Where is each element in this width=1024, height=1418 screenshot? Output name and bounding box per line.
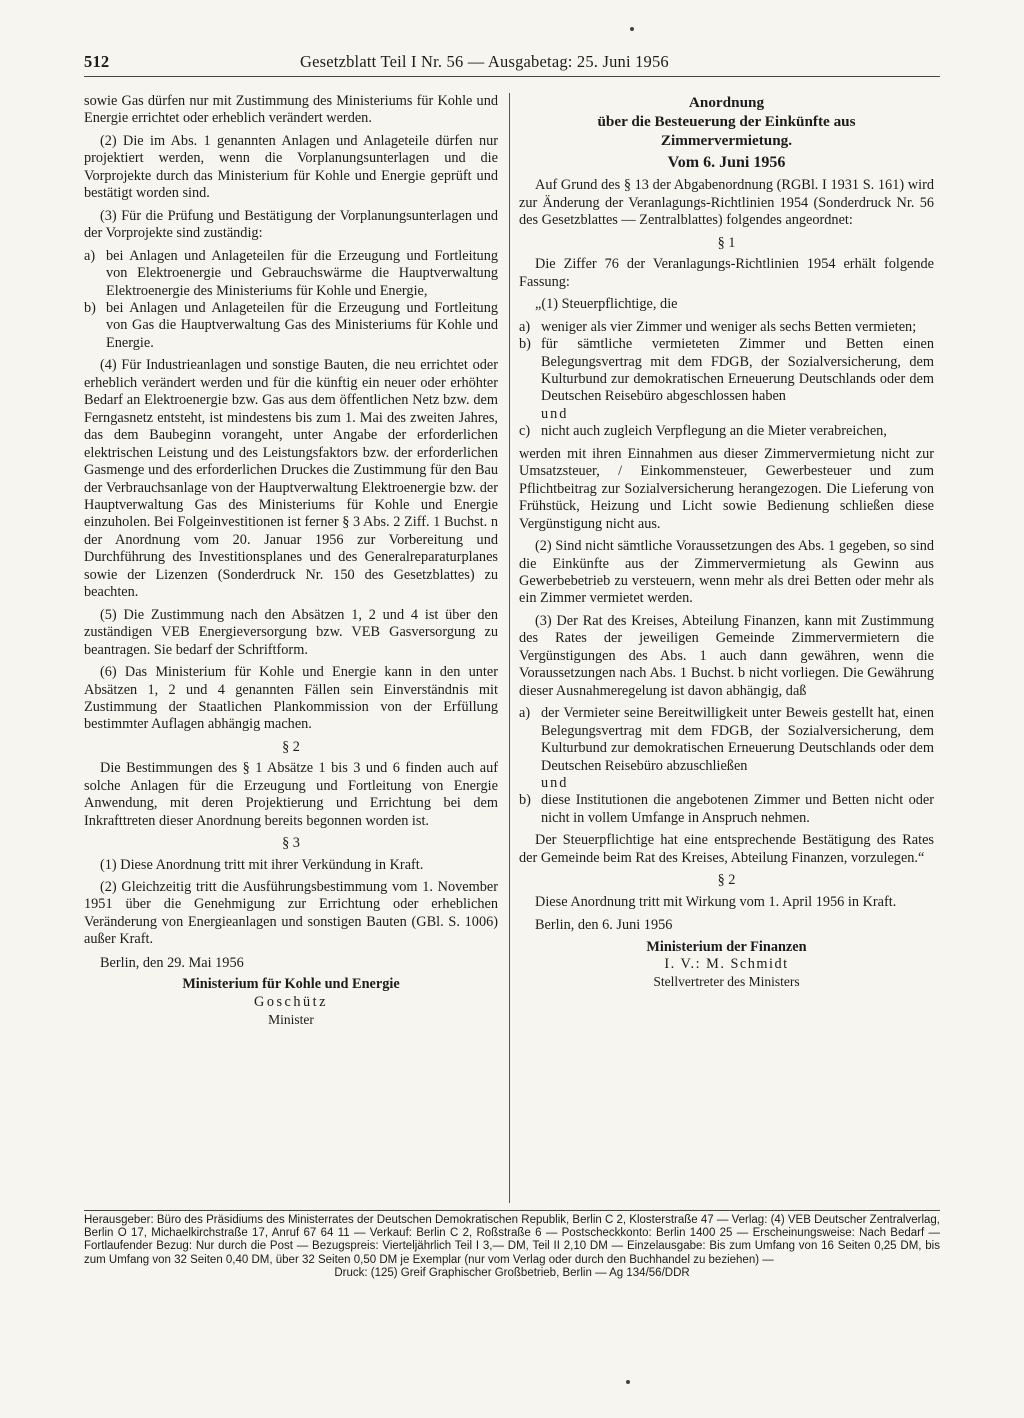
list-text: bei Anlagen und Anlageteilen für die Erzeugung und Fortleitung von Elektroenergie und Gebrauchswärme die Hauptverwaltung Elektroenergie des Ministeriums für Kohle und Energie, bbox=[106, 247, 498, 299]
page-header bbox=[84, 52, 940, 74]
print-dot bbox=[630, 27, 634, 31]
paragraph: (1) Diese Anordnung tritt mit ihrer Verkündung in Kraft. bbox=[100, 856, 424, 873]
page-number: 512 bbox=[84, 52, 110, 71]
imprint bbox=[84, 1214, 940, 1280]
place-date: Berlin, den 29. Mai 1956 bbox=[100, 954, 244, 971]
list-item bbox=[519, 792, 934, 827]
list-text: der Vermieter seine Bereitwilligkeit unter Beweis gestellt hat, einen Belegungsvertrag mit dem FDGB, der Sozialversicherung, dem Kulturbund zur demokratischen Erneuerung Deutschlands oder dem Deutschen Reisebüro abzuschließen bbox=[541, 705, 934, 774]
list-label: a) bbox=[84, 247, 96, 264]
conjunction: und bbox=[541, 774, 569, 791]
paragraph: sowie Gas dürfen nur mit Zustimmung des Ministeriums für Kohle und Energie errichtet oder erheblich verändert werden. bbox=[84, 93, 498, 127]
print-dot bbox=[626, 1380, 630, 1384]
paragraph: (2) Gleichzeitig tritt die Ausführungsbestimmung vom 1. November 1951 über die Genehmigung zur Errichtung oder erheblichen Veränderung von Energieanlagen und sonstigen Bauten (GBl. S. 1006) außer Kraft. bbox=[84, 879, 498, 948]
list-item bbox=[519, 423, 934, 440]
section-heading: § 2 bbox=[282, 738, 300, 755]
section-heading: § 1 bbox=[717, 234, 736, 251]
signatory-role: Minister bbox=[268, 1012, 314, 1028]
document-date: Vom 6. Juni 1956 bbox=[667, 154, 786, 171]
footer-rule bbox=[84, 1210, 940, 1211]
signatory-role: Stellvertreter des Ministers bbox=[653, 974, 800, 990]
section-heading: § 2 bbox=[717, 872, 736, 889]
list-label: a) bbox=[519, 318, 531, 335]
conjunction: und bbox=[541, 405, 569, 422]
list-label: a) bbox=[519, 705, 531, 722]
list-text: diese Institutionen die angebotenen Zimmer und Betten nicht oder nicht in vollem Umfange in Anspruch nehmen. bbox=[541, 792, 934, 826]
paragraph: (5) Die Zustimmung nach den Absätzen 1, 2 und 4 ist über den zuständigen VEB Energieversorgung bzw. VEB Gasversorgung zu beantragen. Sie bedarf der Schriftform. bbox=[84, 606, 498, 658]
signing-ministry: Ministerium der Finanzen bbox=[646, 938, 807, 955]
right-column bbox=[519, 93, 934, 991]
header-rule bbox=[84, 76, 940, 77]
paragraph: (6) Das Ministerium für Kohle und Energie kann in den unter Absätzen 1, 2 und 4 genannten Fällen sein Einverständnis mit Zustimmung der Staatlichen Plankommission von der Erfüllung bestimmter Auflagen abhängig machen. bbox=[84, 664, 498, 733]
list-text: nicht auch zugleich Verpflegung an die Mieter verabreichen, bbox=[541, 423, 887, 440]
paragraph: (3) Für die Prüfung und Bestätigung der Vorplanungsunterlagen und der Vorprojekte sind zuständig: bbox=[84, 207, 498, 242]
list-label: b) bbox=[84, 299, 96, 316]
signatory-name: I. V.: M. Schmidt bbox=[664, 956, 789, 973]
signing-ministry: Ministerium für Kohle und Energie bbox=[182, 976, 400, 993]
place-date: Berlin, den 6. Juni 1956 bbox=[535, 917, 673, 934]
paragraph: Diese Anordnung tritt mit Wirkung vom 1. April 1956 in Kraft. bbox=[535, 893, 897, 910]
signatory-name: Goschütz bbox=[254, 993, 328, 1010]
list-text: bei Anlagen und Anlageteilen für die Erzeugung und Fortleitung von Gas die Hauptverwaltung Gas des Ministeriums für Kohle und Energie. bbox=[106, 299, 498, 351]
paragraph: (4) Für Industrieanlagen und sonstige Bauten, die neu errichtet oder erheblich verändert werden und für die künftig ein neuer oder erhöhter Bedarf an Elektroenergie bzw. Gas aus dem öffentlichen Netz bzw. dem Ferngasnetz entsteht, ist mindestens bis zum 1. Mai des zweiten Jahres, das dem Baubeginn vorangeht, unter Angabe der erforderlichen elektrischen Leistung und des Leistungsfaktors bzw. der erforderlichen Gasmenge und des erforderlichen Druckes die Zustimmung für den Bau der Verbrauchsanlage von der Hauptverwaltung Elektroenergie bzw. der Hauptverwaltung Gas des Ministeriums für Kohle und Energie einzuholen. Bei Folgeinvestitionen ist ferner § 3 Abs. 2 Ziff. 1 Buchst. n der Anordnung vom 20. Januar 1956 zur Vorbereitung und Durchführung des Investitionsplanes und des Generalreparaturplanes sowie der Lizenzen (Sonderdruck Nr. 150 des Gesetzblattes) zu beachten. bbox=[84, 357, 498, 601]
list-text: weniger als vier Zimmer und weniger als sechs Betten vermieten; bbox=[541, 318, 917, 335]
list-text: für sämtliche vermieteten Zimmer und Betten einen Belegungsvertrag mit dem FDGB, der Sozialversicherung, dem Kulturbund zur demokratischen Erneuerung Deutschlands oder dem Deutschen Reisebüro abgeschlossen haben bbox=[541, 336, 934, 405]
list-item bbox=[519, 705, 934, 775]
list-label: b) bbox=[519, 336, 531, 353]
list-item bbox=[84, 300, 498, 352]
list-label: c) bbox=[519, 423, 531, 440]
paragraph: (2) Sind nicht sämtliche Voraussetzungen des Abs. 1 gegeben, so sind die Einkünfte aus der Zimmervermietung als Gewinn aus Gewerbebetrieb zu versteuern, wenn mehr als drei Betten oder mehr als ein Zimmer vermietet werden. bbox=[519, 538, 934, 607]
paragraph: Der Steuerpflichtige hat eine entsprechende Bestätigung des Rates der Gemeinde beim Rat des Kreises, Abteilung Finanzen, vorzulegen.“ bbox=[519, 832, 934, 866]
imprint-text: Herausgeber: Büro des Präsidiums des Ministerrates der Deutschen Demokratischen Republik, Berlin C 2, Klosterstraße 47 — Verlag: (4) VEB Deutscher Zentralverlag, Berlin O 17, Michaelkirchstraße 17, Anruf 67 64 11 — Verkauf: Berlin C 2, Roßstraße 6 — Postscheckkonto: Berlin 1400 25 — Erscheinungsweise: Nach Bedarf — Fortlaufender Bezug: Nur durch die Post — Bezugspreis: Vierteljährlich Teil I 3,— DM, Teil II 2,10 DM — Einzelausgabe: Bis zum Umfang von 16 Seiten 0,25 DM, bis zum Umfang von 32 Seiten 0,40 DM, über 32 Seiten 0,50 DM je Exemplar (nur vom Verlag oder durch den Buchhandel zu beziehen) — bbox=[84, 1214, 940, 1266]
paragraph: Auf Grund des § 13 der Abgabenordnung (RGBl. I 1931 S. 161) wird zur Änderung der Veranlagungs-Richtlinien 1954 (Sonderdruck Nr. 56 des Gesetzblattes — Zentralblattes) folgendes angeordnet: bbox=[519, 177, 934, 229]
paragraph: Die Ziffer 76 der Veranlagungs-Richtlinien 1954 erhält folgende Fassung: bbox=[519, 256, 934, 290]
running-title: Gesetzblatt Teil I Nr. 56 — Ausgabetag: 25. Juni 1956 bbox=[300, 52, 669, 71]
left-column bbox=[84, 93, 498, 1029]
paragraph: „(1) Steuerpflichtige, die bbox=[535, 296, 678, 313]
document-title-line: Zimmervermietung. bbox=[660, 132, 793, 149]
column-divider bbox=[509, 93, 510, 1203]
paragraph: (3) Der Rat des Kreises, Abteilung Finanzen, kann mit Zustimmung des Rates der jeweiligen Gemeinde Zimmervermietern die Vergünstigungen des Abs. 1 auch dann gewähren, wenn die Voraussetzungen nach Abs. 1 Buchst. b nicht vorliegen. Die Gewährung dieser Ausnahmeregelung ist davon abhängig, daß bbox=[519, 612, 934, 699]
list-item bbox=[84, 248, 498, 300]
document-title-line: über die Besteuerung der Einkünfte aus bbox=[597, 113, 856, 130]
list-label: b) bbox=[519, 792, 531, 809]
list-item bbox=[519, 336, 934, 406]
document-title: Anordnung bbox=[688, 94, 765, 111]
imprint-printer: Druck: (125) Greif Graphischer Großbetrieb, Berlin — Ag 134/56/DDR bbox=[334, 1266, 690, 1279]
paragraph: Die Bestimmungen des § 1 Absätze 1 bis 3 und 6 finden auch auf solche Anlagen für die Erzeugung und Fortleitung von Energie Anwendung, mit deren Projektierung und Errichtung bei dem Inkrafttreten dieser Anordnung bereits begonnen worden ist. bbox=[84, 760, 498, 829]
paragraph: werden mit ihren Einnahmen aus dieser Zimmervermietung nicht zur Umsatzsteuer, / Einkommensteuer, Gewerbesteuer und zum Pflichtbeitrag zur Sozialversicherung herangezogen. Die Lieferung von Frühstück, Heizung und Licht sowie Bedienung schließen diese Vergünstigung nicht aus. bbox=[519, 445, 934, 532]
paragraph: (2) Die im Abs. 1 genannten Anlagen und Anlageteile dürfen nur projektiert werden, wenn die Vorplanungsunterlagen und die Vorprojekte durch das Ministerium für Kohle und Energie geprüft und bestätigt worden sind. bbox=[84, 132, 498, 202]
section-heading: § 3 bbox=[282, 835, 300, 852]
list-item bbox=[519, 319, 934, 336]
